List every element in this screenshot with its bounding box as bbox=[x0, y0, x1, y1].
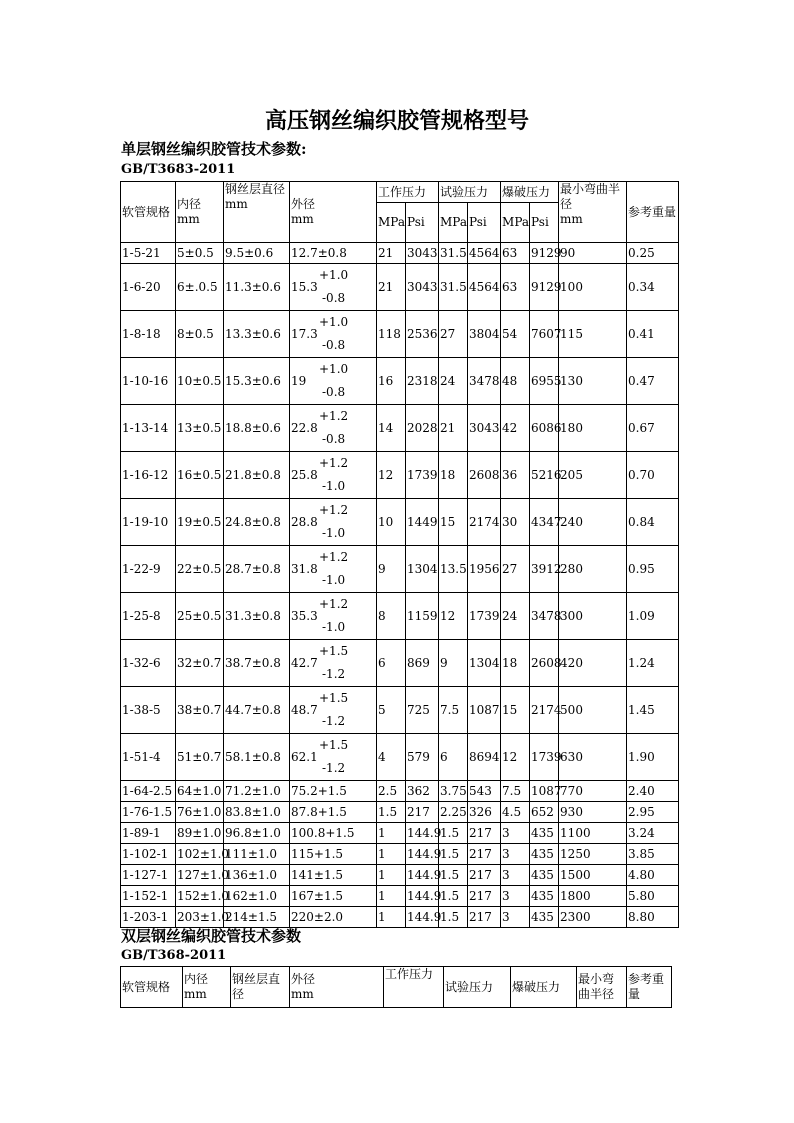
cell-inner-diameter: 6±.0.5 bbox=[176, 264, 224, 311]
cell-burst-mpa: 63 bbox=[501, 243, 530, 264]
cell-spec: 1-25-8 bbox=[121, 593, 176, 640]
cell-work-psi: 869 bbox=[406, 640, 439, 687]
cell-work-mpa: 12 bbox=[377, 452, 406, 499]
table-row bbox=[121, 844, 679, 865]
cell-test-mpa: 27 bbox=[439, 311, 468, 358]
table-row bbox=[121, 640, 679, 687]
cell-weight: 3.24 bbox=[627, 823, 679, 844]
cell-bend-radius: 180 bbox=[559, 405, 627, 452]
cell-test-mpa: 6 bbox=[439, 734, 468, 781]
cell-burst-mpa: 3 bbox=[501, 865, 530, 886]
cell-test-mpa: 1.5 bbox=[439, 823, 468, 844]
cell-bend-radius: 1800 bbox=[559, 886, 627, 907]
cell-wire-diameter: 111±1.0 bbox=[224, 844, 290, 865]
section1-standard: GB/T3683-2011 bbox=[121, 162, 236, 177]
cell-work-psi: 144.9 bbox=[406, 907, 439, 928]
cell-bend-radius: 1250 bbox=[559, 844, 627, 865]
cell-burst-mpa: 36 bbox=[501, 452, 530, 499]
header-burst-pressure: 爆破压力 bbox=[501, 182, 559, 203]
cell-burst-mpa: 7.5 bbox=[501, 781, 530, 802]
cell-spec: 1-13-14 bbox=[121, 405, 176, 452]
cell-burst-mpa: 3 bbox=[501, 823, 530, 844]
header-mpa: MPa bbox=[377, 203, 406, 243]
cell-weight: 1.90 bbox=[627, 734, 679, 781]
cell-outer-diameter: 48.7 +1.5 -1.2 bbox=[290, 687, 377, 734]
header-working-pressure: 工作压力 bbox=[384, 967, 444, 1008]
cell-test-psi: 4564 bbox=[468, 264, 501, 311]
cell-outer-diameter: 17.3 +1.0 -0.8 bbox=[290, 311, 377, 358]
cell-inner-diameter: 22±0.5 bbox=[176, 546, 224, 593]
cell-test-psi: 4564 bbox=[468, 243, 501, 264]
cell-work-psi: 2536 bbox=[406, 311, 439, 358]
cell-outer-diameter: 12.7±0.8 bbox=[290, 243, 377, 264]
cell-outer-diameter: 42.7 +1.5 -1.2 bbox=[290, 640, 377, 687]
header-psi: Psi bbox=[468, 203, 501, 243]
cell-outer-diameter: 75.2+1.5 bbox=[290, 781, 377, 802]
cell-work-psi: 1449 bbox=[406, 499, 439, 546]
cell-burst-mpa: 54 bbox=[501, 311, 530, 358]
cell-burst-mpa: 18 bbox=[501, 640, 530, 687]
cell-bend-radius: 130 bbox=[559, 358, 627, 405]
cell-work-mpa: 16 bbox=[377, 358, 406, 405]
table-row bbox=[121, 886, 679, 907]
cell-work-mpa: 4 bbox=[377, 734, 406, 781]
header-outer: 外径 mm bbox=[290, 182, 377, 243]
table-row bbox=[121, 687, 679, 734]
cell-wire-diameter: 15.3±0.6 bbox=[224, 358, 290, 405]
cell-wire-diameter: 58.1±0.8 bbox=[224, 734, 290, 781]
cell-outer-diameter: 220±2.0 bbox=[290, 907, 377, 928]
cell-work-psi: 144.9 bbox=[406, 823, 439, 844]
cell-test-mpa: 1.5 bbox=[439, 865, 468, 886]
cell-weight: 1.45 bbox=[627, 687, 679, 734]
cell-test-mpa: 2.25 bbox=[439, 802, 468, 823]
cell-wire-diameter: 71.2±1.0 bbox=[224, 781, 290, 802]
cell-burst-psi: 652 bbox=[530, 802, 559, 823]
cell-test-mpa: 1.5 bbox=[439, 907, 468, 928]
cell-spec: 1-16-12 bbox=[121, 452, 176, 499]
cell-test-psi: 1739 bbox=[468, 593, 501, 640]
cell-inner-diameter: 25±0.5 bbox=[176, 593, 224, 640]
cell-outer-diameter: 115+1.5 bbox=[290, 844, 377, 865]
cell-test-mpa: 9 bbox=[439, 640, 468, 687]
cell-bend-radius: 240 bbox=[559, 499, 627, 546]
cell-test-mpa: 24 bbox=[439, 358, 468, 405]
cell-spec: 1-38-5 bbox=[121, 687, 176, 734]
cell-burst-mpa: 27 bbox=[501, 546, 530, 593]
cell-outer-diameter: 25.8 +1.2 -1.0 bbox=[290, 452, 377, 499]
cell-work-psi: 3043 bbox=[406, 264, 439, 311]
cell-burst-psi: 4347 bbox=[530, 499, 559, 546]
table-row bbox=[121, 405, 679, 452]
cell-work-mpa: 9 bbox=[377, 546, 406, 593]
cell-test-mpa: 1.5 bbox=[439, 886, 468, 907]
header-spec: 软管规格 bbox=[121, 182, 176, 243]
double-layer-spec-table bbox=[120, 966, 672, 1008]
cell-spec: 1-203-1 bbox=[121, 907, 176, 928]
table-row bbox=[121, 358, 679, 405]
section2-standard: GB/T368-2011 bbox=[121, 948, 227, 963]
cell-burst-mpa: 15 bbox=[501, 687, 530, 734]
cell-burst-psi: 435 bbox=[530, 865, 559, 886]
cell-work-psi: 2028 bbox=[406, 405, 439, 452]
cell-burst-mpa: 30 bbox=[501, 499, 530, 546]
table-body bbox=[121, 243, 679, 928]
cell-work-mpa: 8 bbox=[377, 593, 406, 640]
cell-test-psi: 1304 bbox=[468, 640, 501, 687]
cell-burst-psi: 2174 bbox=[530, 687, 559, 734]
cell-weight: 0.84 bbox=[627, 499, 679, 546]
cell-inner-diameter: 64±1.0 bbox=[176, 781, 224, 802]
cell-inner-diameter: 127±1.0 bbox=[176, 865, 224, 886]
cell-work-psi: 3043 bbox=[406, 243, 439, 264]
cell-weight: 0.34 bbox=[627, 264, 679, 311]
cell-inner-diameter: 5±0.5 bbox=[176, 243, 224, 264]
cell-inner-diameter: 13±0.5 bbox=[176, 405, 224, 452]
cell-work-psi: 725 bbox=[406, 687, 439, 734]
cell-inner-diameter: 19±0.5 bbox=[176, 499, 224, 546]
cell-wire-diameter: 24.8±0.8 bbox=[224, 499, 290, 546]
cell-test-psi: 1087 bbox=[468, 687, 501, 734]
cell-bend-radius: 100 bbox=[559, 264, 627, 311]
cell-burst-psi: 5216 bbox=[530, 452, 559, 499]
cell-outer-diameter: 100.8+1.5 bbox=[290, 823, 377, 844]
cell-burst-psi: 7607 bbox=[530, 311, 559, 358]
cell-wire-diameter: 83.8±1.0 bbox=[224, 802, 290, 823]
cell-burst-psi: 435 bbox=[530, 886, 559, 907]
cell-inner-diameter: 16±0.5 bbox=[176, 452, 224, 499]
cell-burst-psi: 435 bbox=[530, 907, 559, 928]
cell-work-mpa: 1 bbox=[377, 907, 406, 928]
cell-work-mpa: 1 bbox=[377, 823, 406, 844]
header-test-pressure: 试验压力 bbox=[444, 967, 511, 1008]
cell-wire-diameter: 13.3±0.6 bbox=[224, 311, 290, 358]
cell-spec: 1-22-9 bbox=[121, 546, 176, 593]
cell-test-psi: 217 bbox=[468, 907, 501, 928]
cell-bend-radius: 90 bbox=[559, 243, 627, 264]
cell-test-psi: 2608 bbox=[468, 452, 501, 499]
cell-burst-mpa: 42 bbox=[501, 405, 530, 452]
cell-work-psi: 217 bbox=[406, 802, 439, 823]
cell-wire-diameter: 162±1.0 bbox=[224, 886, 290, 907]
cell-work-mpa: 5 bbox=[377, 687, 406, 734]
cell-burst-psi: 435 bbox=[530, 823, 559, 844]
header-wire: 钢丝层直径 bbox=[231, 967, 290, 1008]
cell-work-psi: 1159 bbox=[406, 593, 439, 640]
cell-wire-diameter: 44.7±0.8 bbox=[224, 687, 290, 734]
header-spec: 软管规格 bbox=[121, 967, 183, 1008]
cell-burst-mpa: 4.5 bbox=[501, 802, 530, 823]
cell-work-psi: 144.9 bbox=[406, 844, 439, 865]
header-weight: 参考重量 bbox=[627, 182, 679, 243]
cell-burst-psi: 3912 bbox=[530, 546, 559, 593]
header-bend-radius: 最小弯曲半径 mm bbox=[559, 182, 627, 243]
cell-work-mpa: 1 bbox=[377, 865, 406, 886]
cell-test-mpa: 31.5 bbox=[439, 264, 468, 311]
header-working-pressure: 工作压力 bbox=[377, 182, 439, 203]
cell-test-mpa: 18 bbox=[439, 452, 468, 499]
header-mpa: MPa bbox=[439, 203, 468, 243]
cell-inner-diameter: 10±0.5 bbox=[176, 358, 224, 405]
header-burst-pressure: 爆破压力 bbox=[511, 967, 577, 1008]
cell-bend-radius: 2300 bbox=[559, 907, 627, 928]
cell-bend-radius: 1500 bbox=[559, 865, 627, 886]
single-layer-spec-table bbox=[120, 181, 679, 928]
document-title: 高压钢丝编织胶管规格型号 bbox=[264, 108, 529, 134]
cell-outer-diameter: 28.8 +1.2 -1.0 bbox=[290, 499, 377, 546]
cell-wire-diameter: 28.7±0.8 bbox=[224, 546, 290, 593]
section2-heading: 双层钢丝编织胶管技术参数 bbox=[121, 927, 302, 945]
cell-test-psi: 3043 bbox=[468, 405, 501, 452]
cell-spec: 1-64-2.5 bbox=[121, 781, 176, 802]
cell-spec: 1-10-16 bbox=[121, 358, 176, 405]
cell-spec: 1-8-18 bbox=[121, 311, 176, 358]
cell-burst-psi: 435 bbox=[530, 844, 559, 865]
cell-burst-psi: 9129 bbox=[530, 243, 559, 264]
cell-burst-mpa: 24 bbox=[501, 593, 530, 640]
cell-wire-diameter: 136±1.0 bbox=[224, 865, 290, 886]
cell-bend-radius: 770 bbox=[559, 781, 627, 802]
cell-test-psi: 217 bbox=[468, 823, 501, 844]
cell-burst-mpa: 63 bbox=[501, 264, 530, 311]
header-test-pressure: 试验压力 bbox=[439, 182, 501, 203]
cell-wire-diameter: 214±1.5 bbox=[224, 907, 290, 928]
cell-outer-diameter: 15.3 +1.0 -0.8 bbox=[290, 264, 377, 311]
cell-spec: 1-102-1 bbox=[121, 844, 176, 865]
cell-test-psi: 326 bbox=[468, 802, 501, 823]
cell-burst-mpa: 3 bbox=[501, 886, 530, 907]
cell-weight: 0.47 bbox=[627, 358, 679, 405]
table-row bbox=[121, 781, 679, 802]
cell-outer-diameter: 31.8 +1.2 -1.0 bbox=[290, 546, 377, 593]
cell-burst-mpa: 3 bbox=[501, 907, 530, 928]
cell-test-mpa: 13.5 bbox=[439, 546, 468, 593]
cell-weight: 3.85 bbox=[627, 844, 679, 865]
cell-spec: 1-89-1 bbox=[121, 823, 176, 844]
section1-heading: 单层钢丝编织胶管技术参数: bbox=[121, 140, 307, 158]
cell-inner-diameter: 51±0.7 bbox=[176, 734, 224, 781]
cell-bend-radius: 280 bbox=[559, 546, 627, 593]
cell-weight: 8.80 bbox=[627, 907, 679, 928]
cell-weight: 0.67 bbox=[627, 405, 679, 452]
cell-wire-diameter: 9.5±0.6 bbox=[224, 243, 290, 264]
cell-spec: 1-127-1 bbox=[121, 865, 176, 886]
table-row bbox=[121, 823, 679, 844]
cell-inner-diameter: 203±1.0 bbox=[176, 907, 224, 928]
cell-inner-diameter: 102±1.0 bbox=[176, 844, 224, 865]
table-row bbox=[121, 546, 679, 593]
cell-spec: 1-51-4 bbox=[121, 734, 176, 781]
table-row bbox=[121, 865, 679, 886]
cell-burst-psi: 2608 bbox=[530, 640, 559, 687]
cell-inner-diameter: 32±0.7 bbox=[176, 640, 224, 687]
cell-test-mpa: 31.5 bbox=[439, 243, 468, 264]
cell-weight: 2.95 bbox=[627, 802, 679, 823]
header-psi: Psi bbox=[406, 203, 439, 243]
table-row bbox=[121, 452, 679, 499]
cell-work-mpa: 6 bbox=[377, 640, 406, 687]
cell-weight: 0.41 bbox=[627, 311, 679, 358]
cell-work-mpa: 1.5 bbox=[377, 802, 406, 823]
table-row bbox=[121, 243, 679, 264]
cell-work-psi: 362 bbox=[406, 781, 439, 802]
cell-test-psi: 3478 bbox=[468, 358, 501, 405]
cell-test-psi: 3804 bbox=[468, 311, 501, 358]
cell-inner-diameter: 152±1.0 bbox=[176, 886, 224, 907]
cell-inner-diameter: 76±1.0 bbox=[176, 802, 224, 823]
cell-wire-diameter: 96.8±1.0 bbox=[224, 823, 290, 844]
header-psi: Psi bbox=[530, 203, 559, 243]
table-row bbox=[121, 311, 679, 358]
cell-work-mpa: 21 bbox=[377, 243, 406, 264]
cell-bend-radius: 930 bbox=[559, 802, 627, 823]
cell-work-mpa: 10 bbox=[377, 499, 406, 546]
cell-inner-diameter: 8±0.5 bbox=[176, 311, 224, 358]
cell-work-mpa: 14 bbox=[377, 405, 406, 452]
table-row bbox=[121, 499, 679, 546]
cell-spec: 1-6-20 bbox=[121, 264, 176, 311]
cell-wire-diameter: 31.3±0.8 bbox=[224, 593, 290, 640]
cell-wire-diameter: 11.3±0.6 bbox=[224, 264, 290, 311]
cell-weight: 0.70 bbox=[627, 452, 679, 499]
cell-burst-mpa: 48 bbox=[501, 358, 530, 405]
cell-burst-psi: 6086 bbox=[530, 405, 559, 452]
header-bend-radius: 最小弯曲半径 bbox=[577, 967, 627, 1008]
cell-inner-diameter: 89±1.0 bbox=[176, 823, 224, 844]
cell-test-mpa: 21 bbox=[439, 405, 468, 452]
cell-spec: 1-5-21 bbox=[121, 243, 176, 264]
cell-burst-psi: 9129 bbox=[530, 264, 559, 311]
cell-wire-diameter: 38.7±0.8 bbox=[224, 640, 290, 687]
cell-work-mpa: 1 bbox=[377, 886, 406, 907]
cell-work-mpa: 118 bbox=[377, 311, 406, 358]
cell-bend-radius: 300 bbox=[559, 593, 627, 640]
cell-burst-psi: 3478 bbox=[530, 593, 559, 640]
cell-spec: 1-76-1.5 bbox=[121, 802, 176, 823]
cell-test-psi: 217 bbox=[468, 865, 501, 886]
table-row bbox=[121, 593, 679, 640]
cell-burst-psi: 1087 bbox=[530, 781, 559, 802]
cell-work-psi: 144.9 bbox=[406, 886, 439, 907]
header-weight: 参考重量 bbox=[627, 967, 672, 1008]
cell-bend-radius: 205 bbox=[559, 452, 627, 499]
cell-outer-diameter: 19 +1.0 -0.8 bbox=[290, 358, 377, 405]
cell-burst-psi: 1739 bbox=[530, 734, 559, 781]
cell-test-psi: 8694 bbox=[468, 734, 501, 781]
cell-inner-diameter: 38±0.7 bbox=[176, 687, 224, 734]
cell-outer-diameter: 22.8 +1.2 -0.8 bbox=[290, 405, 377, 452]
table-row bbox=[121, 264, 679, 311]
cell-test-mpa: 1.5 bbox=[439, 844, 468, 865]
cell-burst-psi: 6955 bbox=[530, 358, 559, 405]
cell-weight: 4.80 bbox=[627, 865, 679, 886]
header-mpa: MPa bbox=[501, 203, 530, 243]
cell-work-mpa: 21 bbox=[377, 264, 406, 311]
cell-outer-diameter: 35.3 +1.2 -1.0 bbox=[290, 593, 377, 640]
cell-bend-radius: 420 bbox=[559, 640, 627, 687]
cell-outer-diameter: 87.8+1.5 bbox=[290, 802, 377, 823]
cell-weight: 5.80 bbox=[627, 886, 679, 907]
cell-test-psi: 2174 bbox=[468, 499, 501, 546]
cell-outer-diameter: 62.1 +1.5 -1.2 bbox=[290, 734, 377, 781]
cell-weight: 0.95 bbox=[627, 546, 679, 593]
cell-work-psi: 2318 bbox=[406, 358, 439, 405]
cell-work-psi: 1304 bbox=[406, 546, 439, 593]
cell-spec: 1-19-10 bbox=[121, 499, 176, 546]
cell-test-mpa: 3.75 bbox=[439, 781, 468, 802]
cell-weight: 1.24 bbox=[627, 640, 679, 687]
table-row bbox=[121, 802, 679, 823]
cell-work-psi: 144.9 bbox=[406, 865, 439, 886]
cell-test-psi: 1956 bbox=[468, 546, 501, 593]
cell-spec: 1-152-1 bbox=[121, 886, 176, 907]
cell-test-mpa: 12 bbox=[439, 593, 468, 640]
cell-spec: 1-32-6 bbox=[121, 640, 176, 687]
cell-bend-radius: 630 bbox=[559, 734, 627, 781]
cell-bend-radius: 500 bbox=[559, 687, 627, 734]
cell-weight: 1.09 bbox=[627, 593, 679, 640]
cell-burst-mpa: 12 bbox=[501, 734, 530, 781]
cell-weight: 2.40 bbox=[627, 781, 679, 802]
cell-burst-mpa: 3 bbox=[501, 844, 530, 865]
cell-test-mpa: 7.5 bbox=[439, 687, 468, 734]
cell-work-psi: 579 bbox=[406, 734, 439, 781]
cell-work-psi: 1739 bbox=[406, 452, 439, 499]
header-wire: 钢丝层直径 mm bbox=[224, 182, 290, 243]
cell-bend-radius: 1100 bbox=[559, 823, 627, 844]
header-inner: 内径 mm bbox=[176, 182, 224, 243]
cell-outer-diameter: 141±1.5 bbox=[290, 865, 377, 886]
cell-test-psi: 217 bbox=[468, 844, 501, 865]
cell-test-mpa: 15 bbox=[439, 499, 468, 546]
cell-test-psi: 217 bbox=[468, 886, 501, 907]
cell-work-mpa: 2.5 bbox=[377, 781, 406, 802]
cell-work-mpa: 1 bbox=[377, 844, 406, 865]
header-outer: 外径 mm bbox=[290, 967, 384, 1008]
cell-bend-radius: 115 bbox=[559, 311, 627, 358]
cell-wire-diameter: 21.8±0.8 bbox=[224, 452, 290, 499]
cell-weight: 0.25 bbox=[627, 243, 679, 264]
cell-wire-diameter: 18.8±0.6 bbox=[224, 405, 290, 452]
cell-outer-diameter: 167±1.5 bbox=[290, 886, 377, 907]
table-row bbox=[121, 734, 679, 781]
cell-test-psi: 543 bbox=[468, 781, 501, 802]
header-inner: 内径 mm bbox=[183, 967, 231, 1008]
